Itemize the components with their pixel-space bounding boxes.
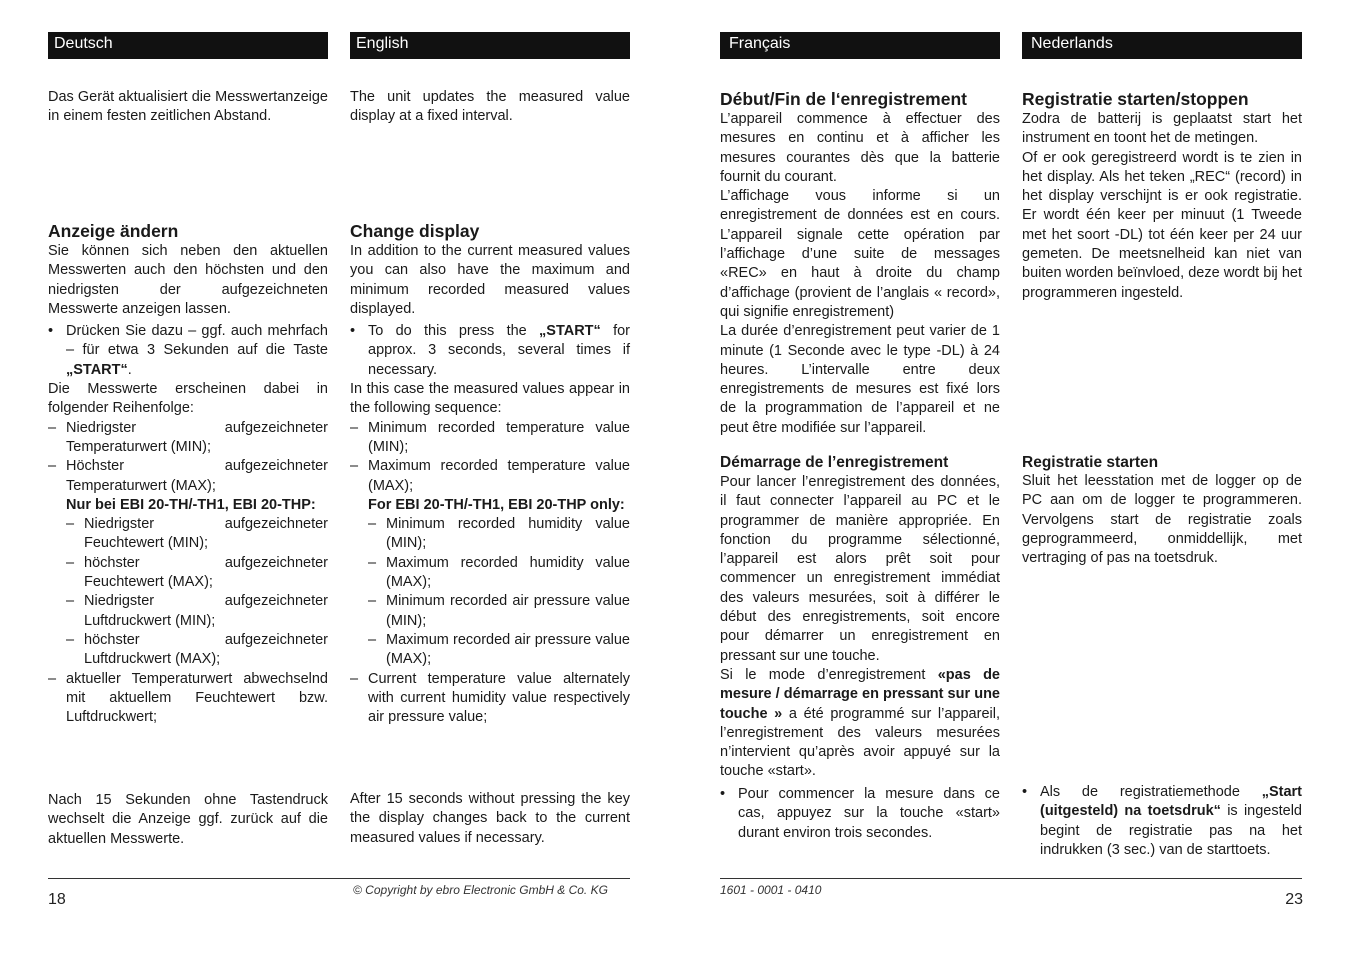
list-item: – Niedrigster aufgezeichneter Luftdruckwert (MIN); bbox=[66, 593, 328, 629]
deutsch-bullet: • Drücken Sie dazu – ggf. auch mehrfach – für etwa 3 Sekunden auf die Taste „START“. bbox=[48, 323, 328, 378]
francais-paragraph-4: Pour lancer l’enregistrement des données, il faut connecter l’appareil au PC et le programmer de manière appropriée. En fonction du programme sélectionné, l’appareil est alors prêt soit pour commencer un enregistrement immédiat des valeurs mesurées, soit à différer le début des enregistrements, soit encore pour démarrer un enregistrement en pressant sur une touche. bbox=[720, 474, 1000, 664]
english-sequence-list bbox=[350, 419, 630, 496]
english-body bbox=[350, 242, 630, 727]
list-item: – Current temperature value alternately with current humidity value respectively air pressure value; bbox=[350, 670, 630, 726]
list-item: – Maximum recorded air pressure value (MAX); bbox=[368, 631, 630, 668]
deutsch-sequence-list bbox=[48, 419, 328, 496]
francais-subtitle: Démarrage de l’enregistrement bbox=[720, 454, 949, 471]
english-sub-list bbox=[368, 515, 630, 669]
bullet-dot-icon: • bbox=[1022, 784, 1028, 800]
document-number: 1601 - 0001 - 0410 bbox=[720, 883, 822, 897]
francais-body bbox=[720, 110, 1000, 438]
list-item: – Höchster aufgezeichneter Temperaturwert (MAX); bbox=[48, 458, 328, 494]
footer-divider-left bbox=[48, 878, 630, 879]
nederlands-subtitle: Registratie starten bbox=[1022, 454, 1159, 471]
francais-paragraph-3: La durée d’enregistrement peut varier de 1 minute (1 Seconde avec le type -DL) à 24 heures. L’intervalle entre deux enregistrements de mesures est fixé lors de la programmation de l’appareil et ne peut être modifiée sur l’appareil. bbox=[720, 323, 1000, 436]
nederlands-paragraph-1: Zodra de batterij is geplaatst start het instrument en toont het de metingen. bbox=[1022, 111, 1302, 147]
english-paragraph-1: In addition to the current measured values you can also have the maximum and minimum recorded measured values displayed. bbox=[350, 243, 630, 317]
nederlands-body-2 bbox=[1022, 472, 1302, 568]
bullet-dot-icon: • bbox=[48, 323, 54, 340]
francais-bullet: • Pour commencer la mesure dans ce cas, appuyez sur la touche «start» durant environ trois secondes. bbox=[720, 786, 1000, 841]
english-title: Change display bbox=[350, 221, 480, 241]
english-bullet-list bbox=[350, 322, 630, 380]
section-header-deutsch: Deutsch bbox=[48, 32, 328, 59]
section-header-nederlands: Nederlands bbox=[1022, 32, 1302, 59]
nederlands-title: Registratie starten/stoppen bbox=[1022, 89, 1249, 109]
nederlands-paragraph-2: Of er ook geregistreerd wordt is te zien in het display. Als het teken „REC“ (record) in het display verschijnt is er ook registratie. Er wordt één keer per minuut (1 Tweede met het soort -DL) tot één keer per 24 uur gemeten. De meetsnelheid kan niet van buiten worden beïnvloed, deze wordt bij het programmeren ingesteld. bbox=[1022, 149, 1302, 301]
nederlands-column bbox=[1022, 0, 1302, 954]
nederlands-body bbox=[1022, 110, 1302, 303]
copyright-note: © Copyright by ebro Electronic GmbH & Co. KG bbox=[353, 883, 608, 897]
english-only-note: For EBI 20-TH/-TH1, EBI 20-THP only: bbox=[368, 496, 625, 513]
deutsch-paragraph-2: Die Messwerte erscheinen dabei in folgender Reihenfolge: bbox=[48, 381, 328, 417]
footer-divider-right bbox=[720, 878, 1302, 879]
list-item: – Niedrigster aufgezeichneter Feuchtewert (MIN); bbox=[66, 516, 328, 552]
bullet-dot-icon: • bbox=[720, 786, 726, 802]
francais-bullet-list bbox=[720, 785, 1000, 843]
list-item: – Niedrigster aufgezeichneter Temperaturwert (MIN); bbox=[48, 419, 328, 455]
page-number-right: 23 bbox=[1285, 891, 1303, 908]
list-item: – Minimum recorded temperature value (MIN); bbox=[350, 419, 630, 455]
nederlands-paragraph-3: Sluit het leesstation met de logger op de PC aan om de logger te programmeren. Vervolgens start de registratie zoals geprogrammeerd, onmiddellijk, met vertraging of pas na toetsdruk. bbox=[1022, 473, 1302, 567]
english-column bbox=[350, 0, 630, 954]
list-item: – Maximum recorded temperature value (MAX); bbox=[350, 458, 630, 494]
deutsch-only-note: Nur bei EBI 20-TH/-TH1, EBI 20-THP: bbox=[66, 496, 316, 513]
list-item: – Maximum recorded humidity value (MAX); bbox=[368, 554, 630, 591]
list-item: – höchster aufgezeichneter Luftdruckwert (MAX); bbox=[66, 631, 328, 668]
list-item: – Minimum recorded humidity value (MIN); bbox=[368, 516, 630, 552]
english-paragraph-2: In this case the measured values appear in the following sequence: bbox=[350, 381, 630, 417]
deutsch-outro: Nach 15 Sekunden ohne Tastendruck wechselt die Anzeige ggf. zurück auf die aktuellen Messwerte. bbox=[48, 792, 328, 847]
francais-column bbox=[720, 0, 1000, 954]
list-item: – höchster aufgezeichneter Feuchtewert (MAX); bbox=[66, 554, 328, 591]
deutsch-title: Anzeige ändern bbox=[48, 221, 179, 241]
deutsch-column bbox=[48, 0, 328, 954]
bullet-dot-icon: • bbox=[350, 323, 356, 340]
francais-paragraph-2: L’affichage vous informe si un enregistrement de données est en cours. L’appareil signale cette opération par l’affichage d’une suite de messages «REC» en haut à droite du champ d’affichage (provient de l’anglais « record», qui signifie enregistrement) bbox=[720, 188, 1000, 320]
nederlands-bullet: • Als de registratiemethode „Start (uitgesteld) na toetsdruk“ is ingesteld begint de registratie pas na het indrukken (3 sec.) van de starttoets. bbox=[1022, 784, 1302, 858]
francais-body-2 bbox=[720, 473, 1000, 782]
english-outro: After 15 seconds without pressing the key the display changes back to the current measured values if necessary. bbox=[350, 791, 630, 846]
deutsch-bullet-list bbox=[48, 322, 328, 380]
english-intro: The unit updates the measured value display at a fixed interval. bbox=[350, 89, 630, 125]
deutsch-paragraph-1: Sie können sich neben den aktuellen Messwerten auch den höchsten und den niedrigsten der aufgezeichneten Messwerte anzeigen lassen. bbox=[48, 243, 328, 317]
deutsch-intro: Das Gerät aktualisiert die Messwertanzeige in einem festen zeitlichen Abstand. bbox=[48, 89, 328, 125]
list-item: – aktueller Temperaturwert abwechselnd mit aktuellem Feuchtewert bzw. Luftdruckwert; bbox=[48, 670, 328, 726]
francais-title: Début/Fin de l‘enregistrement bbox=[720, 89, 967, 109]
francais-paragraph-1: L’appareil commence à effectuer des mesures en continu et à afficher les mesures courantes dès que la batterie fournit du courant. bbox=[720, 111, 1000, 185]
deutsch-body bbox=[48, 242, 328, 727]
section-header-english: English bbox=[350, 32, 630, 59]
list-item: – Minimum recorded air pressure value (MIN); bbox=[368, 593, 630, 629]
nederlands-bullet-list bbox=[1022, 783, 1302, 860]
deutsch-sub-list bbox=[66, 515, 328, 669]
section-header-francais: Français bbox=[720, 32, 1000, 59]
francais-paragraph-5: Si le mode d’enregistrement «pas de mesure / démarrage en pressant sur une touche » a été programmé sur l’appareil, l’enregistrement des valeurs mesurées n’intervient qu’après avoir appuyé sur la touche «start». bbox=[720, 666, 1000, 780]
english-bullet: • To do this press the „START“ for approx. 3 seconds, several times if necessary. bbox=[350, 323, 630, 378]
page-number-left: 18 bbox=[48, 891, 66, 908]
